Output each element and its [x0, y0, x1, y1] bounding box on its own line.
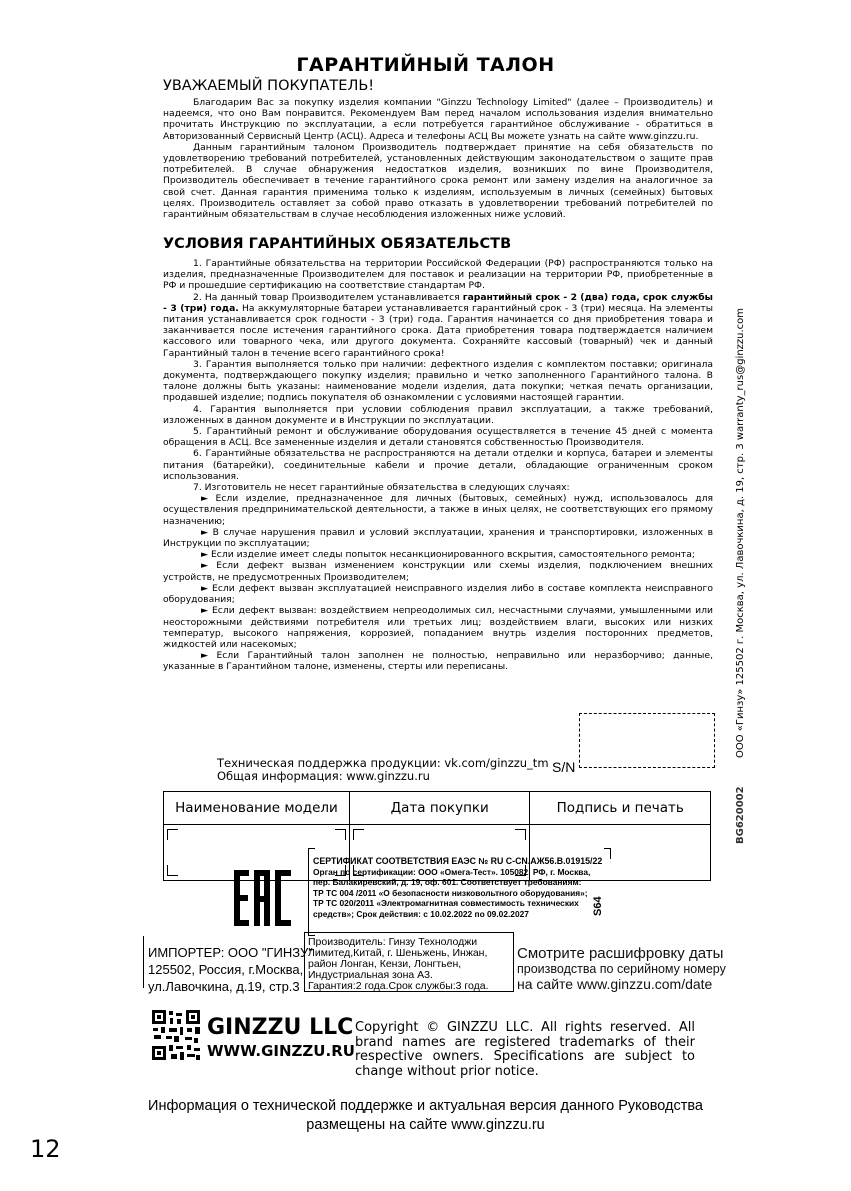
- info-line: Информация о технической поддержке и актуальная версия данного Руководства: [148, 1098, 703, 1114]
- model-name-header: Наименование модели: [164, 792, 350, 825]
- certificate-code: S64: [592, 896, 604, 916]
- conditions-text: [163, 258, 713, 673]
- decode-line: Смотрите расшифровку даты: [517, 945, 724, 962]
- condition-item: 3. Гарантия выполняется только при наличии: дефектного изделия с комплектом поставки; оригинала документа, подтверждающего покупку изделия; правильно и четко заполненного Гарантийного талона. В талоне должны быть указаны: наименование модели изделия, дата покупки; четкая печать организации, продавшей изделие; подпись покупателя об ознакомлении с условиями настоящей гарантии.: [163, 358, 713, 404]
- conditions-heading: УСЛОВИЯ ГАРАНТИЙНЫХ ОБЯЗАТЕЛЬСТВ: [163, 236, 512, 252]
- producer-line: Гарантия:2 года.Срок службы:3 года.: [308, 980, 489, 992]
- certificate-line: пер. Балакиревский, д. 19, оф. 601. Соответствует требованиям:: [313, 877, 582, 887]
- greeting-heading: УВАЖАЕМЫЙ ПОКУПАТЕЛЬ!: [163, 78, 375, 94]
- exclusion-bullet: ► Если изделие, предназначенное для личных (бытовых, семейных) нужд, использовалось для осуществления предпринимательской деятельности, а также в иных целях, не соответствующих его прямому назначению;: [163, 493, 713, 527]
- importer-line: ИМПОРТЕР: ООО "ГИНЗУ": [148, 945, 313, 960]
- serial-number-field[interactable]: [579, 713, 715, 768]
- condition-item: [163, 292, 713, 359]
- certificate-line: ТР ТС 020/2011 «Электромагнитная совместимость технических: [313, 898, 579, 908]
- page-number: 12: [30, 1135, 61, 1163]
- certificate-line: средств»; Срок действия: с 10.02.2022 по 09.02.2027: [313, 908, 529, 919]
- condition-item: 7. Изготовитель не несет гарантийные обязательства в следующих случаях:: [193, 482, 570, 494]
- support-info: [217, 757, 549, 783]
- certificate-line: ТР ТС 004 /2011 «О безопасности низковольтного оборудования»;: [313, 887, 588, 898]
- importer-block: [148, 944, 313, 995]
- exclusion-bullet: ► Если изделие имеет следы попыток несанкционированного вскрытия, самостоятельного ремонта;: [201, 549, 696, 561]
- serial-number-label: S/N: [552, 759, 576, 775]
- warranty-term: гарантийный срок - 2 (два) года, срок службы - 3 (три) года.: [163, 291, 713, 314]
- condition-item: 1. Гарантийные обязательства на территории Российской Федерации (РФ) распространяются только на изделия, предназначенные Производителем для поставок и реализации на территории РФ, приобретенные в РФ и прошедшие сертификацию на соответствие стандартам РФ.: [163, 258, 713, 292]
- decode-line: производства по серийному номеру: [517, 962, 726, 976]
- exclusion-bullet: ► В случае нарушения правил и условий эксплуатации, хранения и транспортировки, изложенных в Инструкции по эксплуатации;: [163, 526, 713, 550]
- producer-line: район Лонган, Кензи, Лонгтьен,: [308, 958, 462, 970]
- general-info-line: Общая информация: www.ginzzu.ru: [217, 769, 430, 783]
- purchase-date-header: Дата покупки: [349, 792, 530, 825]
- decode-line: на сайте www.ginzzu.com/date: [517, 976, 713, 992]
- page-title: ГАРАНТИЙНЫЙ ТАЛОН: [296, 54, 555, 76]
- importer-line: 125502, Россия, г.Москва,: [148, 962, 304, 977]
- intro-paragraph: Данным гарантийным талоном Производитель подтверждает принятие на себя обязательств по удовлетворению требований потребителей, установленных действующим законодательством о защите прав потребителей. В случае обнаружения недостатков изделия, возникших по вине Производителя, Производитель обеспечивает в течение гарантийного срока ремонт или замену изделия на аналогичное за свой счет. Данная гарантия применима только к изделиям, используемым в личных (семейных) бытовых целях. Производитель оставляет за собой право отказать в удовлетворении требований потребителей по гарантийным обязательствам в случае несоблюдения изложенных ниже условий.: [163, 141, 713, 221]
- producer-block: [308, 937, 508, 992]
- brand-block: [207, 1014, 355, 1060]
- exclusion-bullet: ► Если дефект вызван изменением конструкции или схемы изделия, подключением внешних устройств, не предусмотренных Производителем;: [163, 560, 713, 583]
- condition-item: 5. Гарантийный ремонт и обслуживание оборудования осуществляется в течение 45 дней с момента обращения в АСЦ. Все замененные изделия и детали становятся собственностью Производителя.: [163, 426, 713, 449]
- certificate-title: СЕРТИФИКАТ СООТВЕТСТВИЯ ЕАЭС № RU С-CN.АЖ56.В.01915/22: [313, 856, 603, 866]
- condition-item: 6. Гарантийные обязательства не распространяются на детали отделки и корпуса, батареи и элементы питания (батарейки), соединительные кабели и прочие детали, обладающие ограниченным сроком использования.: [163, 448, 713, 482]
- condition-item: 4. Гарантия выполняется при условии соблюдения правил эксплуатации, а также требований, изложенных в данном документе и в Инструкции по эксплуатации.: [163, 403, 713, 426]
- brand-name: GINZZU LLC: [207, 1015, 354, 1040]
- qr-code-icon: [152, 1010, 200, 1060]
- producer-line: Индустриальная зона А3.: [308, 969, 433, 981]
- copyright-text: Copyright © GINZZU LLC. All rights reserved. All brand names are registered trademarks of their respective owners. Specifications are subject to change without prior notice.: [355, 1020, 695, 1079]
- importer-line: ул.Лавочкина, д.19, стр.3: [148, 979, 300, 994]
- eac-mark: [232, 866, 294, 930]
- exclusion-bullet: ► Если дефект вызван: воздействием непреодолимых сил, несчастными случаями, умышленными или неосторожными действиями потребителя или третьих лиц; воздействием влаги, высоких или низких температур, высокого напряжения, коррозией, попаданием внутрь изделия посторонних предметов, жидкостей или насекомых;: [163, 605, 713, 650]
- brand-site: WWW.GINZZU.RU: [207, 1042, 355, 1060]
- intro-paragraph: Благодарим Вас за покупку изделия компании "Ginzzu Technology Limited" (далее – Производитель) и надеемся, что оно Вам понравится. Рекомендуем Вам перед началом использования изделия внимательно прочитать Инструкцию по эксплуатации, а если потребуется гарантийное обслуживание - обратиться в Авторизованный Сервисный Центр (АСЦ). Адреса и телефоны АСЦ Вы можете узнать на сайте www.ginzzu.ru.: [163, 97, 713, 142]
- producer-line: Лимитед,Китай, г. Шеньжень, Инжан,: [308, 947, 488, 959]
- certificate-block: [313, 856, 613, 919]
- exclusion-bullet: ► Если Гарантийный талон заполнен не полностью, неправильно или неразборчиво; данные, указанные в Гарантийном талоне, изменены, стерты или переписаны.: [163, 650, 713, 673]
- condition-2-pre: 2. На данный товар Производителем устанавливается: [193, 291, 463, 303]
- company-address: ООО «Гинзу» 125502 г. Москва, ул. Лавочкина, д. 19, стр. 3 warranty_rus@ginzzu.com: [735, 307, 746, 759]
- support-info-footer: [0, 1097, 851, 1135]
- signature-header: Подпись и печать: [530, 792, 711, 825]
- certificate-line: Орган по сертификации: ООО «Омега-Тест». 105082, РФ, г. Москва,: [313, 866, 591, 877]
- support-line: Техническая поддержка продукции: vk.com/ginzzu_tm: [217, 756, 549, 770]
- condition-2-post: На аккумуляторные батареи устанавливается гарантийный срок - 3 (три) месяца. На элементы питания устанавливается срок годности - 3 (три) года. Гарантия начинается со дня приобретения товара и заканчивается после истечения гарантийного срока. Дата приобретения товара подтверждается наличием кассового или товарного чека, или другого документа. Сохраняйте кассовый (товарный) чек и данный Гарантийный талон в течение всего гарантийного срока!: [163, 302, 713, 359]
- exclusion-bullet: ► Если дефект вызван эксплуатацией неисправного изделия либо в составе комплекта неисправного оборудования;: [163, 582, 713, 606]
- info-line: размещены на сайте www.ginzzu.ru: [306, 1117, 545, 1133]
- date-decode-block: [517, 945, 726, 992]
- document-code: BG620002: [735, 786, 746, 844]
- intro-text: [163, 97, 713, 220]
- vertical-side-text: [735, 284, 746, 844]
- producer-line: Производитель: Гинзу Технолоджи: [308, 936, 478, 948]
